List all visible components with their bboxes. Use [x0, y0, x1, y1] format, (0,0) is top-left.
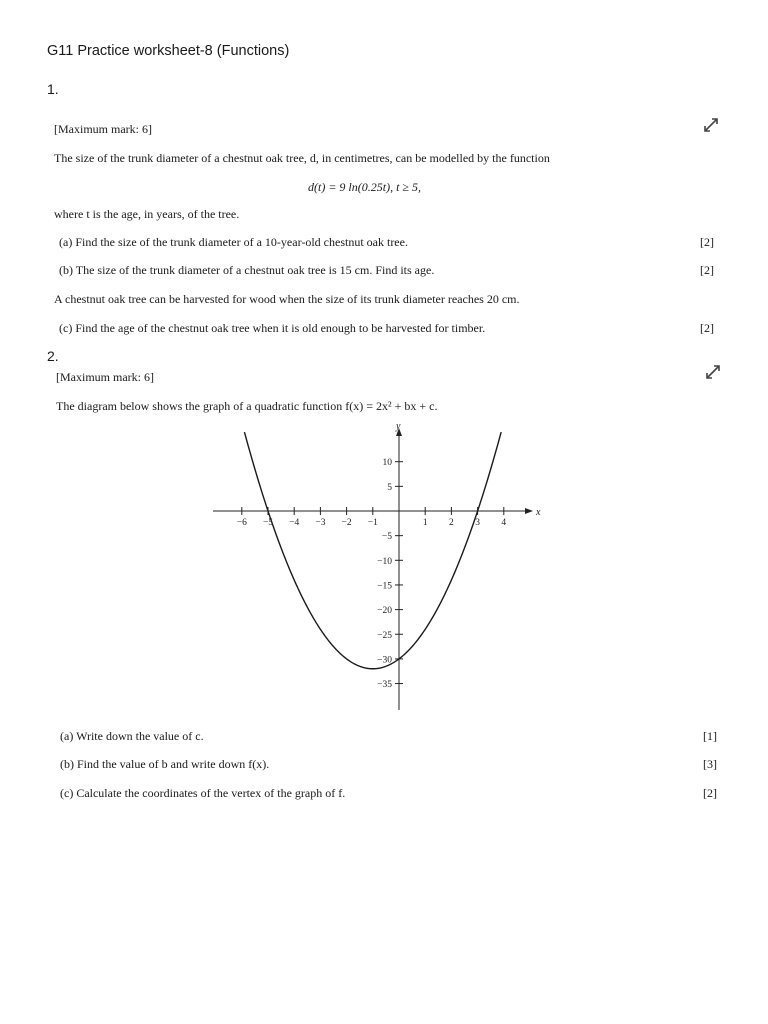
q2-part-a-marks: [1] — [703, 729, 717, 743]
x-axis-label: x — [536, 507, 541, 518]
x-tick-label: 2 — [449, 518, 454, 528]
y-tick-label: 5 — [387, 482, 392, 493]
x-tick-label: 1 — [422, 518, 428, 528]
y-tick-label: −15 — [377, 581, 392, 592]
q1-part-a-marks: [2] — [700, 235, 714, 249]
q2-part-b-marks: [3] — [703, 757, 717, 771]
expand-arrows-icon[interactable] — [705, 364, 721, 380]
q1-where: where t is the age, in years, of the tree. — [54, 207, 240, 221]
y-tick-label: −20 — [377, 606, 392, 617]
y-tick-label: 10 — [382, 458, 392, 469]
y-axis-label: y — [396, 421, 401, 432]
q2-part-c: (c) Calculate the coordinates of the vertex of the graph of f. — [60, 786, 346, 800]
q1-max-mark: [Maximum mark: 6] — [54, 122, 152, 136]
expand-arrows-icon[interactable] — [703, 117, 719, 133]
q1-formula: d(t) = 9 ln(0.25t), t ≥ 5, — [308, 180, 422, 194]
q1-part-c: (c) Find the age of the chestnut oak tree when it is old enough to be harvested for timber. — [59, 321, 486, 335]
quadratic-graph — [205, 420, 555, 715]
x-tick-label: −4 — [289, 518, 300, 528]
q1-part-c-marks: [2] — [700, 321, 714, 335]
y-tick-label: −25 — [377, 630, 392, 641]
x-tick-label: −5 — [262, 518, 274, 528]
y-tick-label: −10 — [377, 556, 392, 567]
q2-part-c-marks: [2] — [703, 786, 717, 800]
q2-intro: The diagram below shows the graph of a quadratic function f(x) = 2x² + bx + c. — [56, 399, 438, 413]
q1-part-a: (a) Find the size of the trunk diameter of a 10-year-old chestnut oak tree. — [59, 235, 408, 249]
q1-statement: A chestnut oak tree can be harvested for wood when the size of its trunk diameter reaches 20 cm. — [54, 292, 520, 306]
x-tick-label: −6 — [236, 518, 247, 528]
x-tick-label: 3 — [475, 518, 480, 528]
question-1-number: 1. — [47, 81, 59, 97]
y-tick-label: −5 — [381, 532, 392, 543]
q1-part-b: (b) The size of the trunk diameter of a chestnut oak tree is 15 cm. Find its age. — [59, 263, 435, 277]
question-2-number: 2. — [47, 348, 59, 364]
parabola-curve — [244, 432, 501, 669]
q2-part-a: (a) Write down the value of c. — [60, 729, 204, 743]
q1-part-b-marks: [2] — [700, 263, 714, 277]
x-axis-arrow — [525, 508, 533, 514]
y-tick-label: −35 — [377, 680, 392, 691]
y-tick-label: −30 — [377, 655, 392, 666]
q2-max-mark: [Maximum mark: 6] — [56, 370, 154, 384]
x-tick-label: 4 — [501, 518, 507, 528]
x-tick-label: −1 — [367, 518, 378, 528]
q2-part-b: (b) Find the value of b and write down f(x). — [60, 757, 270, 771]
x-tick-label: −2 — [341, 518, 352, 528]
page-title: G11 Practice worksheet-8 (Functions) — [47, 43, 290, 59]
x-tick-label: −3 — [315, 518, 326, 528]
q1-intro: The size of the trunk diameter of a chestnut oak tree, d, in centimetres, can be modelled by the function — [54, 151, 550, 165]
